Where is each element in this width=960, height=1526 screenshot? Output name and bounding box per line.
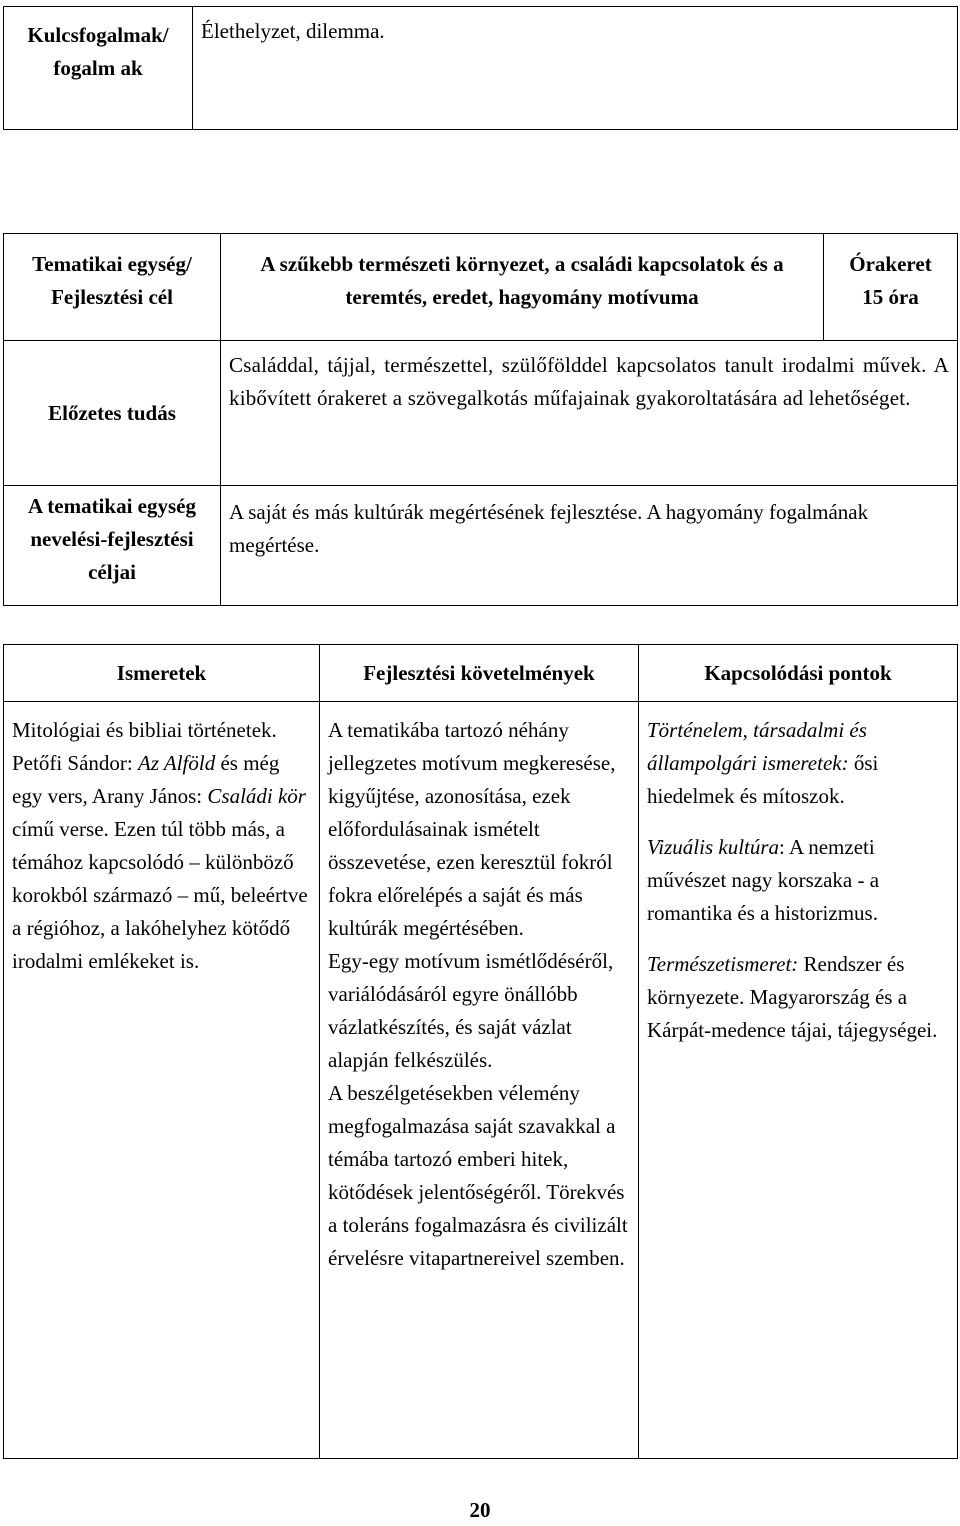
content-table	[3, 644, 958, 1459]
connections-p3: Természetismeret: Rendszer és környezete. Magyarország és a Kárpát-medence tájai, tájegységei.	[647, 952, 938, 1042]
requirements-p3: A beszélgetésekben vélemény megfogalmazása saját szavakkal a témába tartozó emberi hitek, kötődések jelentőségéről. Törekvés a toleráns fogalmazásra és civilizált érvelésre vitapartnereivel szemben.	[328, 1081, 628, 1270]
page-number: 20	[469, 1498, 491, 1522]
thematic-unit-header: Tematikai egység/ Fejlesztési cél	[4, 234, 221, 341]
connections-p2: Vizuális kultúra: A nemzeti művészet nagy korszaka - a romantika és a historizmus.	[647, 835, 880, 925]
key-concepts-label: Kulcsfogalmak/ fogalm ak	[27, 23, 169, 80]
col-header-knowledge: Ismeretek	[4, 645, 320, 702]
requirements-p1: A tematikába tartozó néhány jellegzetes motívum megkeresése, kigyűjtése, azonosítása, ezek előfordulásainak ismételt összevetése, ezen keresztül fokról fokra előrelépés a saját és más kultúrák megértésében.	[328, 718, 616, 940]
knowledge-p2: Petőfi Sándor: Az Alföld és még egy vers, Arany János: Családi kör című verse. Ezen túl több más, a témához kapcsolódó – különböző korokból származó – mű, beleértve a régióhoz, a lakóhelyhez kötődő irodalmi emlékeket is.	[12, 751, 308, 973]
hours-cell	[824, 234, 958, 341]
knowledge-cell	[4, 702, 320, 1459]
col-header-requirements: Fejlesztési követelmények	[320, 645, 639, 702]
thematic-unit-title: A szűkebb természeti környezet, a családi kapcsolatok és a teremtés, eredet, hagyomány motívuma	[221, 234, 824, 341]
prior-knowledge-label: Előzetes tudás	[4, 341, 221, 486]
connections-p1: Történelem, társadalmi és állampolgári ismeretek: ősi hiedelmek és mítoszok.	[647, 718, 879, 808]
requirements-cell	[320, 702, 639, 1459]
unit-goals-value: A saját és más kultúrák megértésének fejlesztése. A hagyomány fogalmának megértése.	[221, 486, 958, 606]
knowledge-p1: Mitológiai és bibliai történetek.	[12, 718, 277, 742]
thematic-unit-table	[3, 233, 958, 606]
key-concepts-label-cell	[4, 7, 193, 130]
hours-label: Órakeret	[849, 252, 932, 276]
hours-value: 15 óra	[862, 285, 919, 309]
col-header-connections: Kapcsolódási pontok	[639, 645, 958, 702]
connections-cell	[639, 702, 958, 1459]
requirements-p2: Egy-egy motívum ismétlődéséről, variálódásáról egyre önállóbb vázlatkészítés, és saját vázlat alapján felkészülés.	[328, 949, 614, 1072]
key-concepts-table	[3, 6, 958, 130]
key-concepts-value: Élethelyzet, dilemma.	[193, 7, 958, 130]
prior-knowledge-value: Családdal, tájjal, természettel, szülőfölddel kapcsolatos tanult irodalmi művek. A kibővített órakeret a szövegalkotás műfajainak gyakoroltatására ad lehetőséget.	[221, 341, 958, 486]
unit-goals-label: A tematikai egység nevelési-fejlesztési céljai	[4, 486, 221, 606]
